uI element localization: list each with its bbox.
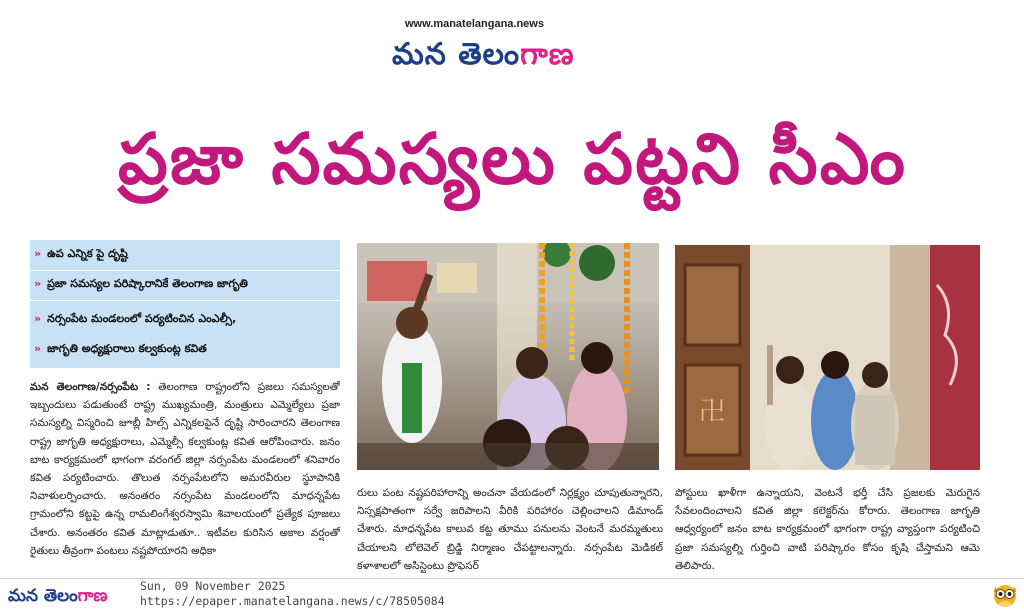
highlights-box <box>30 240 340 368</box>
footer-logo[interactable] <box>8 586 107 610</box>
owl-icon[interactable] <box>992 580 1018 608</box>
arrow-icon: » <box>34 342 42 355</box>
article-text: రులు పంట నష్టపరిహారాన్ని అంచనా వేయడంలో నిర్లక్ష్యం చూపుతున్నారని, నిస్సక్షపాతంగా సర్వే జరిపాలని వీరికి పరిహారం చెల్లించాలని డిమాండ్ చేశారు. మాధన్నపేట కాలువ కట్ట తూము పనులను వెంటనే మరమ్మతులు చేయాలని లోలెవెల్ బ్రిడ్జి నిర్మాణం చేపట్టాలన్నారు. నర్సంపేట మెడికల్ కళాశాలలో అసిస్టెంటు ప్రొఫెసర్ <box>357 487 663 572</box>
arrow-icon: » <box>34 277 42 290</box>
dateline: మన తెలంగాణ/నర్సంపేట : <box>30 381 151 393</box>
article-column-2 <box>357 484 663 576</box>
clip-url[interactable]: https://epaper.manatelangana.news/c/78505084 <box>140 594 445 608</box>
news-photo-temple <box>675 245 980 470</box>
masthead-title-main: మన తెలం <box>392 37 521 72</box>
article-column-1 <box>30 378 340 578</box>
photo-illustration <box>357 243 659 470</box>
arrow-icon: » <box>34 312 42 325</box>
newspaper-masthead <box>392 34 642 76</box>
highlight-text: ఉప ఎన్నిక పై దృష్టి <box>47 247 128 260</box>
arrow-icon: » <box>34 247 42 260</box>
highlight-text: నర్సంపేట మండలంలో పర్యటించిన ఎంఎల్సీ, <box>47 312 237 325</box>
owl-icon-graphic <box>992 580 1018 608</box>
article-text: పోస్టులు ఖాళీగా ఉన్నాయని, వెంటనే భర్తీ చేసి ప్రజలకు మెరుగైన సేవలందించాలని కవిత జిల్లా కలెక్టర్‌ను కోరారు. తెలంగాణ జాగృతి ఆధ్వర్యంలో జనం బాట కార్యక్రమంలో భాగంగా రాష్ట్ర వ్యాప్తంగా పర్యటించి ప్రజా సమస్యల్ని గుర్తించి వాటి పరిష్కారం కోసం కృషి చేస్తామని ఆమె తెలిపారు. <box>675 487 980 572</box>
divider <box>30 270 340 271</box>
footer-logo-accent: గాణ <box>77 586 108 606</box>
divider <box>30 300 340 301</box>
edition-date: Sun, 09 November 2025 <box>140 579 286 593</box>
highlight-text: జాగృతి అధ్యక్షురాలు కల్వకుంట్ల కవిత <box>47 342 207 355</box>
highlight-item <box>30 338 207 360</box>
photo-illustration <box>675 245 980 470</box>
footer-logo-main: మన తెలం <box>8 586 78 606</box>
site-url: www.manatelangana.news <box>405 18 544 30</box>
highlight-text: ప్రజా సమస్యల పరిష్కారానికే తెలంగాణ జాగృతి <box>47 277 248 290</box>
highlight-item <box>30 243 128 265</box>
svg-text:卍: 卍 <box>698 397 726 427</box>
highlight-item <box>30 273 248 295</box>
highlight-item <box>30 308 236 330</box>
article-headline: ప్రజా సమస్యలు పట్టని సీఎం <box>118 118 907 200</box>
article-column-3 <box>675 484 980 576</box>
news-photo-rally <box>357 243 659 470</box>
masthead-title-accent: గాణ <box>520 37 575 72</box>
article-text: తెలంగాణ రాష్ట్రంలోని ప్రజలు సమస్యలతో ఇబ్బందులు పడుతుంటే రాష్ట్ర ముఖ్యమంత్రి, మంత్రులు ఎమ్మెల్యేలు ప్రజా సమస్యల్ని విస్మరించి జూబ్లీ హిల్స్ ఎన్నికలపైనే దృష్టి సారించారని తెలంగాణ రాష్ట్ర జాగృతి అధ్యక్షురాలు, ఎమ్మెల్సీ కల్వకుంట్ల కవిత ఆరోపించారు. జనం బాట కార్యక్రమంలో భాగంగా వరంగల్ జిల్లా నర్సంపేట మండలంలో శనివారం కవిత పర్యటించారు. తొలుత నర్సంపేటలోని అమరవీరుల స్థూపానికి నివాళులర్పించారు. అనంతరం నర్సంపేట మండలంలోని మాధన్నపేట గ్రామంలోని కట్టపై ఉన్న రామలింగేశ్వరస్వామి శివాలయంలో ప్రత్యేక పూజలు చేశారు. అనంతరం కవిత మాట్లాడుతూ.. ఇటీవల కురిసిన అకాల వర్షంతో రైతులు తీవ్రంగా పంటలు నష్టపోయారని అధికా <box>30 381 340 557</box>
